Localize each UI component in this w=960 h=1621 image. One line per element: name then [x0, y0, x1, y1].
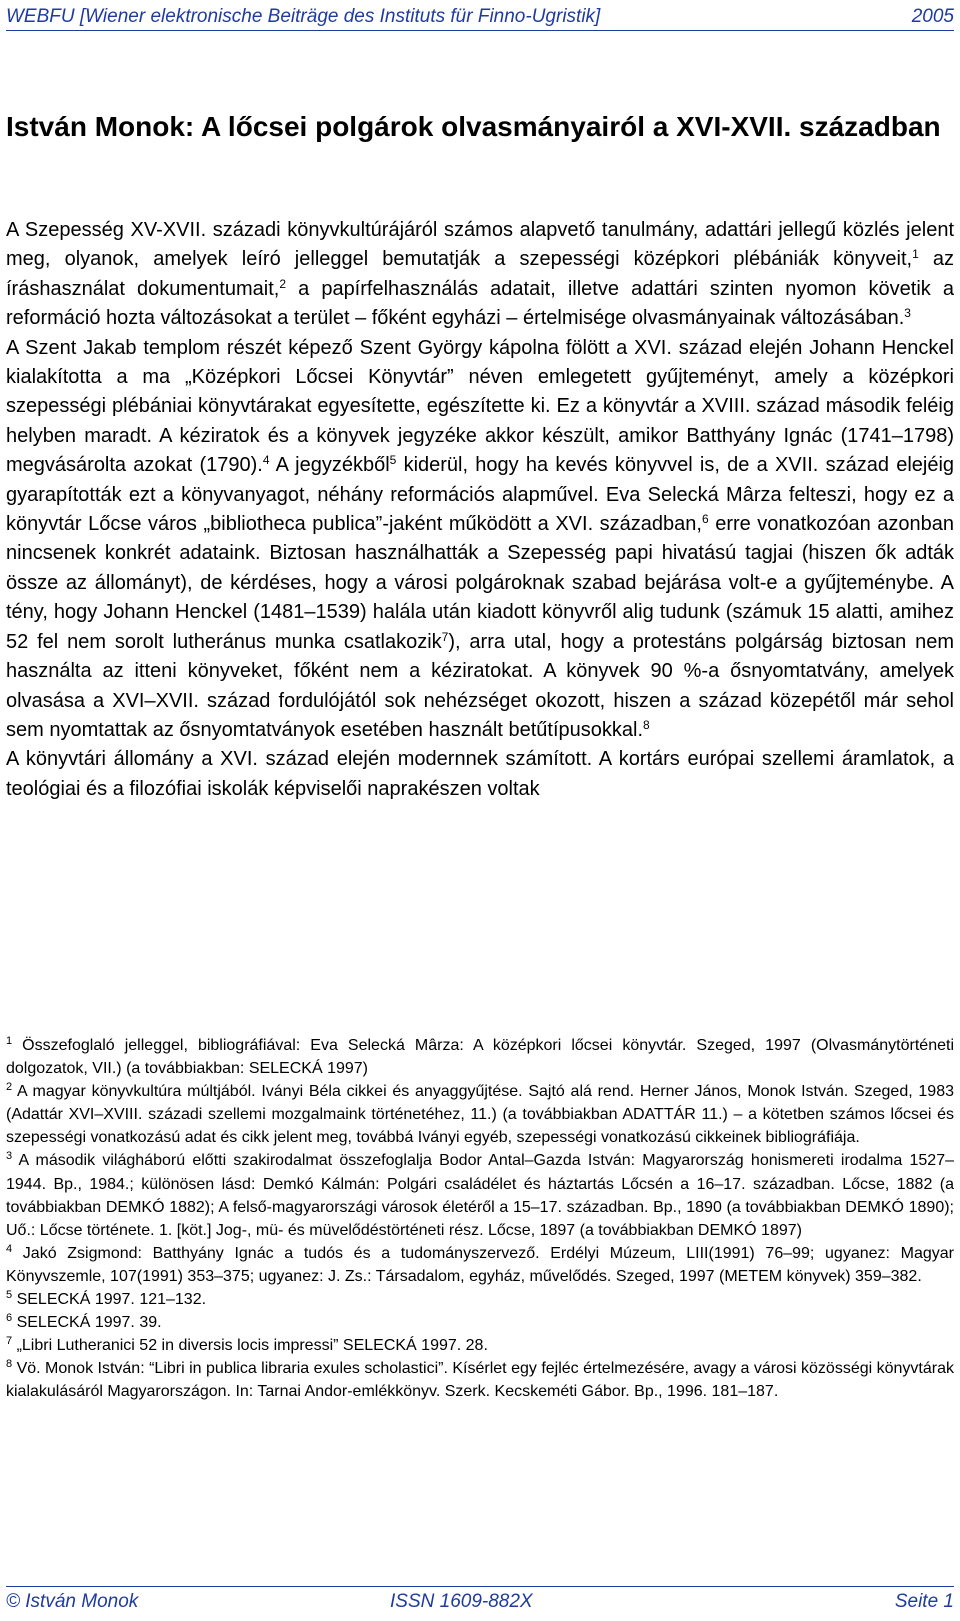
footnote-ref-6[interactable]: 6	[701, 512, 709, 527]
footer-issn: ISSN 1609-882X	[390, 1591, 533, 1612]
footer-page-number: Seite 1	[894, 1591, 954, 1612]
footnote-1	[6, 1034, 954, 1080]
footnote-number: 2	[6, 1081, 13, 1094]
footnote-text: SELECKÁ 1997. 39.	[12, 1314, 162, 1332]
footnote-5	[6, 1288, 954, 1311]
footnote-ref-8[interactable]: 8	[643, 717, 650, 732]
text-run: az íráshasználat dokumentumait,	[6, 248, 954, 300]
text-run: A Szepesség XV-XVII. századi könyvkultúrájáról számos alapvető tanulmány, adattári jellegű közlés jelent meg, olyanok, amelyek leíró jelleggel bemutatják a szepességi középkori plébániák könyveit,	[6, 219, 954, 271]
article-title: István Monok: A lőcsei polgárok olvasmányairól a XVI-XVII. században	[6, 111, 941, 142]
header-journal-title: WEBFU [Wiener elektronische Beiträge des Instituts für Finno-Ugristik]	[6, 6, 601, 27]
footnote-text: SELECKÁ 1997. 121–132.	[12, 1291, 207, 1309]
footer-author: © István Monok	[6, 1591, 139, 1612]
footnote-text: Vö. Monok István: “Libri in publica libraria exules scholastici”. Kísérlet egy fejléc értelmezésére, avagy a városi közösségi könyvtárak kialakulásáról Magyarországon. In: Tarnai Andor-emlékkönyv. Szerk. Kecskeméti Gábor. Bp., 1996. 181–187.	[6, 1360, 954, 1401]
text-run: kiderül, hogy ha kevés könyvvel is, de a XVII. század elejéig gyarapították ezt a könyvanyagot, néhány reformációs alapművel. Eva Selecká Mârza felteszi, hogy ez a könyvtár Lőcse város „bibliotheca publica”-jaként működött a XVI. században,	[6, 454, 955, 536]
text-run: A jegyzékből	[269, 454, 390, 477]
footnote-number: 4	[6, 1242, 13, 1255]
paragraph-1	[6, 216, 954, 334]
footnote-number: 7	[6, 1335, 13, 1348]
footnote-text: Összefoglaló jelleggel, bibliográfiával: Eva Selecká Mârza: A középkori lőcsei könyvtár. Szeged, 1997 (Olvasmánytörténeti dolgozatok, VII.) (a továbbiakban: SELECKÁ 1997)	[6, 1037, 954, 1078]
footnote-number: 5	[6, 1289, 13, 1302]
text-run: ), arra utal, hogy a protestáns polgárság biztosan nem használta az itteni könyveket, főként nem a kéziratokat. A könyvek 90 %-a ősnyomtatvány, amelyek olvasása a XVI–XVII. század fordulójától sok nehézséget okozott, hiszen a század közepétől már sehol sem nyomtattak az ősnyomtatványok esetében használt betűtípusokkal.	[6, 630, 954, 741]
footnote-text: Jakó Zsigmond: Batthyány Ignác a tudós és a tudományszervező. Erdélyi Múzeum, LIII(1991) 76–99; ugyanez: Magyar Könyvszemle, 107(1991) 353–375; ugyanez: J. Zs.: Társadalom, egyház, művelődés. Szeged, 1997 (METEM könyvek) 359–382.	[6, 1244, 954, 1285]
footnote-number: 1	[6, 1035, 13, 1047]
header-year: 2005	[911, 6, 954, 27]
footnote-ref-3[interactable]: 3	[904, 306, 911, 321]
paragraph-3: A könyvtári állomány a XVI. század elején modernnek számított. A kortárs európai szellemi áramlatok, a teológiai és a filozófiai iskolák képviselői naprakészen voltak	[6, 748, 954, 800]
footnote-text: A második világháború előtti szakirodalmat összefoglalja Bodor Antal–Gazda István: Magyarország honismereti irodalma 1527–1944. Bp., 1984.; különösen lásd: Demkó Kálmán: Polgári családélet és háztartás Lőcsén a 16–17. században. Lőcse, 1882 (a továbbiakban DEMKÓ 1882); A felső-magyarországi városok életéről a 15–17. században. Bp., 1890 (a továbbiakban DEMKÓ 1890); Uő.: Lőcse története. 1. [köt.] Jog-, mü- és müvelődéstörténeti rész. Lőcse, 1897 (a továbbiakban DEMKÓ 1897)	[6, 1152, 954, 1239]
footnote-text: „Libri Lutheranici 52 in diversis locis impressi” SELECKÁ 1997. 28.	[12, 1337, 488, 1355]
footnote-ref-2[interactable]: 2	[279, 276, 287, 291]
footnote-7	[6, 1334, 954, 1357]
footnote-8	[6, 1357, 954, 1403]
footnotes	[6, 1034, 954, 1404]
article-body	[6, 216, 954, 804]
footnote-4	[6, 1242, 954, 1288]
footnote-number: 6	[6, 1312, 13, 1325]
footnote-ref-1[interactable]: 1	[912, 247, 919, 262]
text-run: A Szent Jakab templom részét képező Szent György kápolna fölött a XVI. század elején Johann Henckel kialakította a ma „Középkori Lőcsei Könyvtár” néven emlegetett gyűjteményt, amely a középkori szepességi plébániai könyvtárakat egyesítette, egészítette ki. Ez a könyvtár a XVIII. század második feléig helyben maradt. A kéziratok és a könyvek jegyzéke akkor készült, amikor Batthyány Ignác (1741–1798) megvásárolta azokat (1790).	[6, 336, 954, 477]
page-footer	[6, 1586, 954, 1617]
footnote-number: 8	[6, 1358, 13, 1371]
footnote-text: A magyar könyvkultúra múltjából. Iványi Béla cikkei és anyaggyűjtése. Sajtó alá rend. Herner János, Monok István. Szeged, 1983 (Adattár XVI–XVIII. századi szellemi mozgalmaink történetéhez, 11.) (a továbbiakban ADATTÁR 11.) – a kötetben számos lőcsei és szepességi vonatkozású adat és cikk jelent meg, továbbá Iványi egyéb, szepességi vonatkozású cikkeinek bibliográfiája.	[6, 1083, 954, 1147]
page-header	[6, 4, 954, 31]
footnote-2	[6, 1080, 954, 1149]
paragraph-2	[6, 334, 954, 746]
footnote-number: 3	[6, 1150, 13, 1163]
text-run: erre vonatkozóan azonban nincsenek konkrét adataink. Biztosan használhatták a Szepesség papi hivatású tagjai (hiszen ők adták össze az állományt), de kérdéses, hogy a városi polgároknak szabad bejárása volt-e a gyűjteménybe. A tény, hogy Johann Henckel (1481–1539) halála után kiadott könyvről alig tudunk (számuk 15 alatti, amihez 52 fel nem sorolt lutheránus munka csatlakozik	[6, 513, 954, 653]
footnote-ref-7[interactable]: 7	[441, 629, 449, 644]
footnote-6	[6, 1311, 954, 1334]
text-run: a papírfelhasználás adatait, illetve adattári szinten nyomon követik a reformáció hozta változásokat a terület – főként egyházi – értelmisége olvasmányainak változásában.	[6, 277, 954, 330]
footnote-3	[6, 1149, 954, 1241]
footnote-ref-5[interactable]: 5	[389, 453, 397, 468]
footnote-ref-4[interactable]: 4	[262, 453, 270, 468]
